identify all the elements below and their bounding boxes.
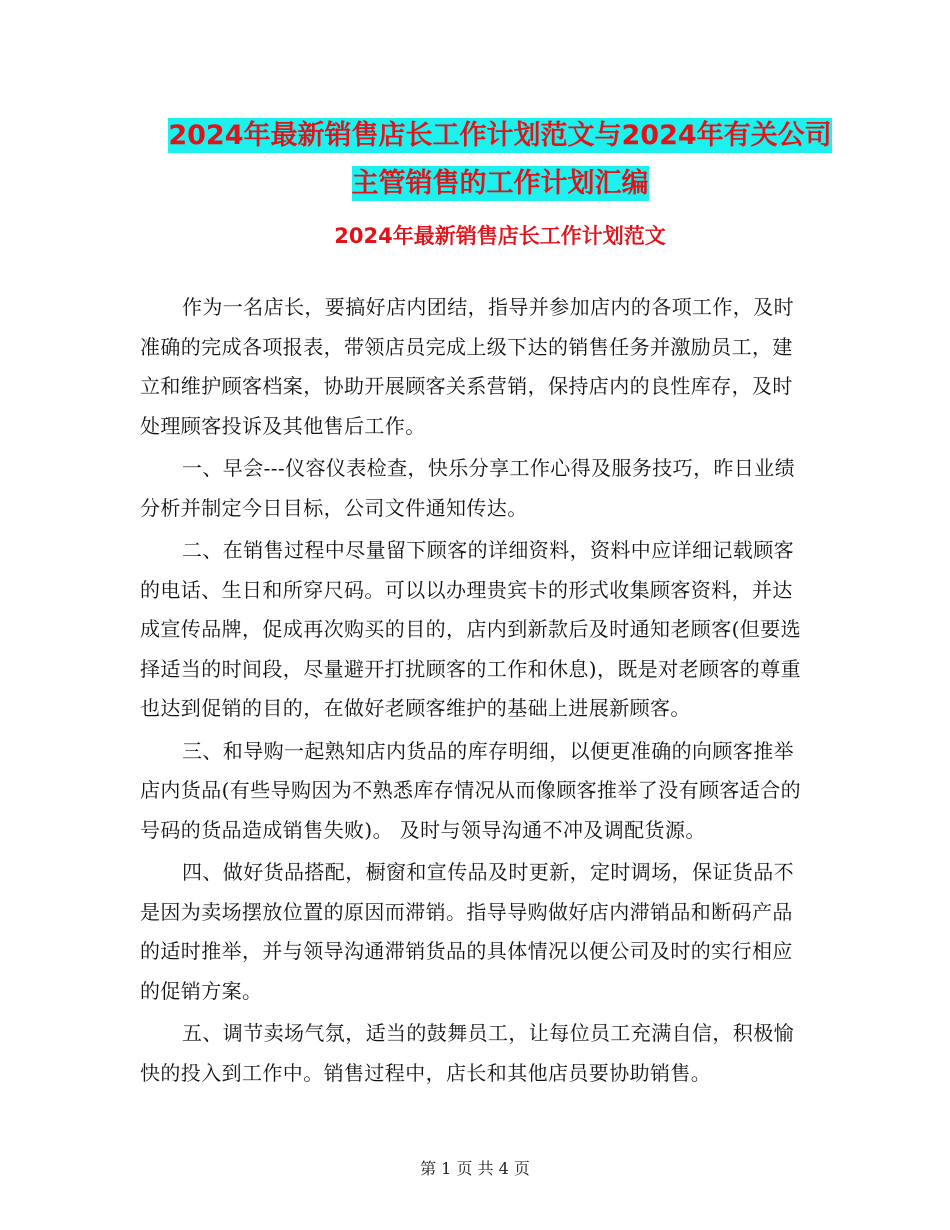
document-body [140, 288, 802, 1093]
title-line-2: 主管销售的工作计划汇编 [351, 168, 649, 199]
paragraph-4: 四、做好货品搭配，橱窗和宣传品及时更新，定时调场，保证货品不是因为卖场摆放位置的原因而滞销。指导导购做好店内滞销品和断码产品的适时推举，并与领导沟通滞销货品的具体情况以便公司及时的实行相应的促销方案。 [140, 860, 794, 1003]
section-title: 2024年最新销售店长工作计划范文 [334, 224, 666, 248]
paragraph-1: 一、早会---仪容仪表检查，快乐分享工作心得及服务技巧，昨日业绩分析并制定今日目标，公司文件通知传达。 [140, 456, 796, 520]
paragraph-intro: 作为一名店长，要搞好店内团结，指导并参加店内的各项工作，及时准确的完成各项报表，带领店员完成上级下达的销售任务并激励员工，建立和维护顾客档案，协助开展顾客关系营销，保持店内的良性库存，及时处理顾客投诉及其他售后工作。 [140, 295, 794, 438]
page-footer: 第 1 页 共 4 页 [420, 1159, 530, 1178]
paragraph-2: 二、在销售过程中尽量留下顾客的详细资料，资料中应详细记载顾客的电话、生日和所穿尺码。可以以办理贵宾卡的形式收集顾客资料，并达成宣传品牌，促成再次购买的目的，店内到新款后及时通知老顾客(但要选择适当的时间段，尽量避开打扰顾客的工作和休息)，既是对老顾客的尊重也达到促销的目的，在做好老顾客维护的基础上进展新顾客。 [140, 538, 802, 720]
document-title [140, 112, 860, 208]
paragraph-3: 三、和导购一起熟知店内货品的库存明细，以便更准确的向顾客推举店内货品(有些导购因为不熟悉库存情况从而像顾客推举了没有顾客适合的号码的货品造成销售失败)。 及时与领导沟通不冲及调配货源。 [140, 738, 802, 842]
title-line-1: 2024年最新销售店长工作计划范文与2024年有关公司 [168, 120, 832, 151]
paragraph-5: 五、调节卖场气氛，适当的鼓舞员工，让每位员工充满自信，积极愉快的投入到工作中。销售过程中，店长和其他店员要协助销售。 [140, 1021, 794, 1085]
